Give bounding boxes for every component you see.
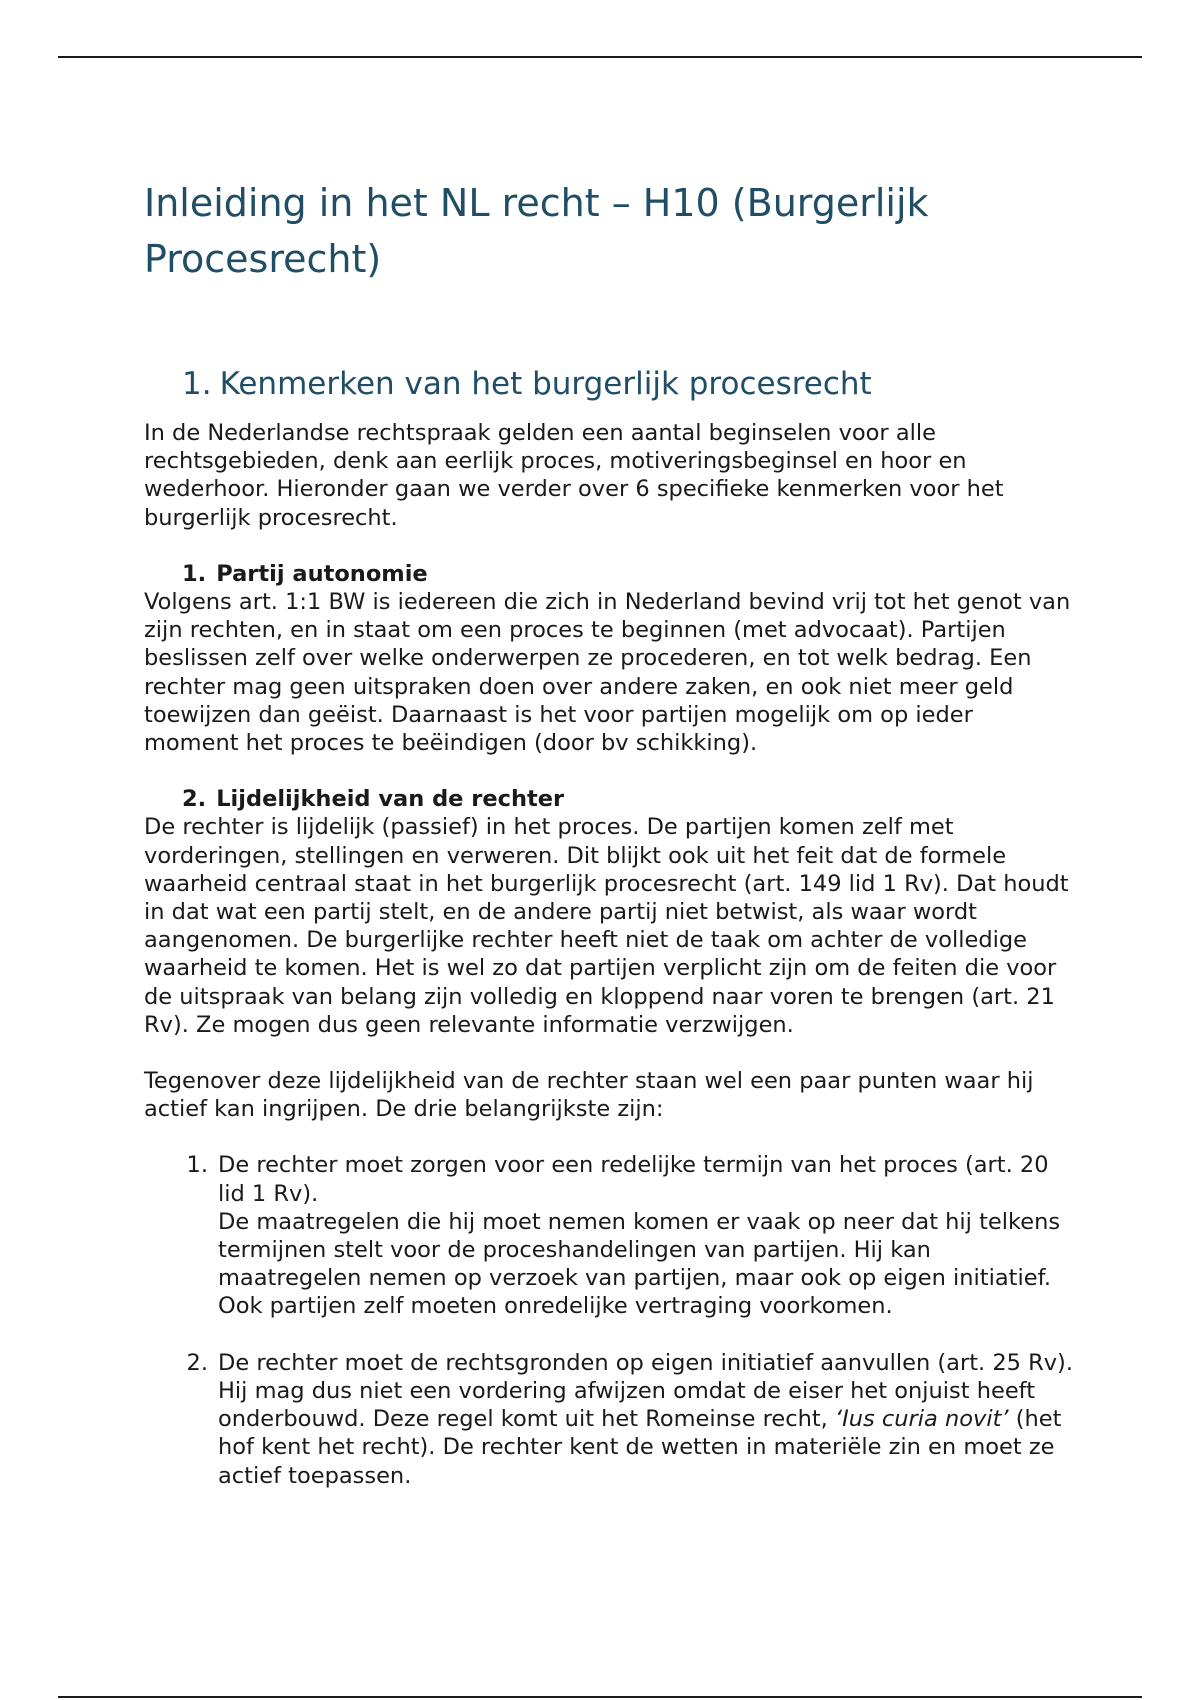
list-item-number: 1. bbox=[186, 1152, 208, 1179]
list-item-line: De rechter moet zorgen voor een redelijke termijn van het proces (art. 20 lid 1 Rv). bbox=[218, 1152, 1049, 1207]
bottom-rule bbox=[58, 1696, 1142, 1698]
list-item bbox=[144, 1151, 1074, 1320]
section-number: 1. bbox=[182, 366, 212, 402]
list-item-text bbox=[218, 1349, 1074, 1490]
paragraph-partij-autonomie: Volgens art. 1:1 BW is iedereen die zich in Nederland bevind vrij tot het genot van zijn rechten, en in staat om een proces te beginnen (met advocaat). Partijen beslissen zelf over welke onderwerpen ze procederen, en tot welk bedrag. Een rechter mag geen uitspraken doen over andere zaken, en ook niet meer geld toewijzen dan geëist. Daarnaast is het voor partijen mogelijk om op ieder moment het proces te beëindigen (door bv schikking). bbox=[144, 589, 1071, 757]
list-item-text bbox=[218, 1151, 1074, 1320]
subheading-partij-autonomie bbox=[182, 560, 1074, 588]
subheading-number: 1. bbox=[182, 560, 207, 587]
top-rule bbox=[58, 56, 1142, 58]
subheading-title: Partij autonomie bbox=[216, 560, 428, 587]
paragraph-lijdelijkheid: De rechter is lijdelijk (passief) in het proces. De partijen komen zelf met vorderingen, stellingen en verweren. Dit blijkt ook uit het feit dat de formele waarheid centraal staat in het burgerlijk procesrecht (art. 149 lid 1 Rv). Dat houdt in dat wat een partij stelt, en de andere partij niet betwist, als waar wordt aangenomen. De burgerlijke rechter heeft niet de taak om achter de volledige waarheid te komen. Het is wel zo dat partijen verplicht zijn om de feiten die voor de uitspraak van belang zijn volledig en kloppend naar voren te brengen (art. 21 Rv). Ze mogen dus geen relevante informatie verzwijgen. bbox=[144, 814, 1069, 1038]
paragraph-tegenover: Tegenover deze lijdelijkheid van de rechter staan wel een paar punten waar hij actief kan ingrijpen. De drie belangrijkste zijn: bbox=[144, 1068, 1034, 1123]
section-intro: In de Nederlandse rechtspraak gelden een aantal beginselen voor alle rechtsgebieden, denk aan eerlijk proces, motiveringsbeginsel en hoor en wederhoor. Hieronder gaan we verder over 6 specifieke kenmerken voor het burgerlijk procesrecht. bbox=[144, 420, 1004, 531]
latin-phrase: ‘Ius curia novit’ bbox=[834, 1406, 1009, 1433]
section-heading bbox=[182, 363, 1074, 405]
list-item-line: De maatregelen die hij moet nemen komen er vaak op neer dat hij telkens termijnen stelt voor de proceshandelingen van partijen. Hij kan maatregelen nemen op verzoek van partijen, maar ook op eigen initiatief. Ook partijen zelf moeten onredelijke vertraging voorkomen. bbox=[218, 1208, 1061, 1320]
list-item-number: 2. bbox=[186, 1349, 208, 1376]
document-title: Inleiding in het NL recht – H10 (Burgerlijk Procesrecht) bbox=[144, 181, 929, 281]
list-item-text-part: (het hof kent het recht). De rechter kent de wetten in materiële zin en moet ze actief toepassen. bbox=[218, 1406, 1062, 1489]
section-title: Kenmerken van het burgerlijk procesrecht bbox=[219, 366, 872, 402]
subheading-title: Lijdelijkheid van de rechter bbox=[216, 786, 565, 813]
subheading-lijdelijkheid bbox=[182, 785, 1074, 813]
subheading-number: 2. bbox=[182, 786, 207, 813]
numbered-list bbox=[144, 1151, 1074, 1489]
list-item-text-part: De rechter moet de rechtsgronden op eigen initiatief aanvullen (art. 25 Rv). Hij mag dus niet een vordering afwijzen omdat de eiser het onjuist heeft onderbouwd. Deze regel komt uit het Romeinse recht, bbox=[218, 1349, 1073, 1433]
list-item bbox=[144, 1349, 1074, 1490]
document-page bbox=[144, 175, 1074, 1490]
